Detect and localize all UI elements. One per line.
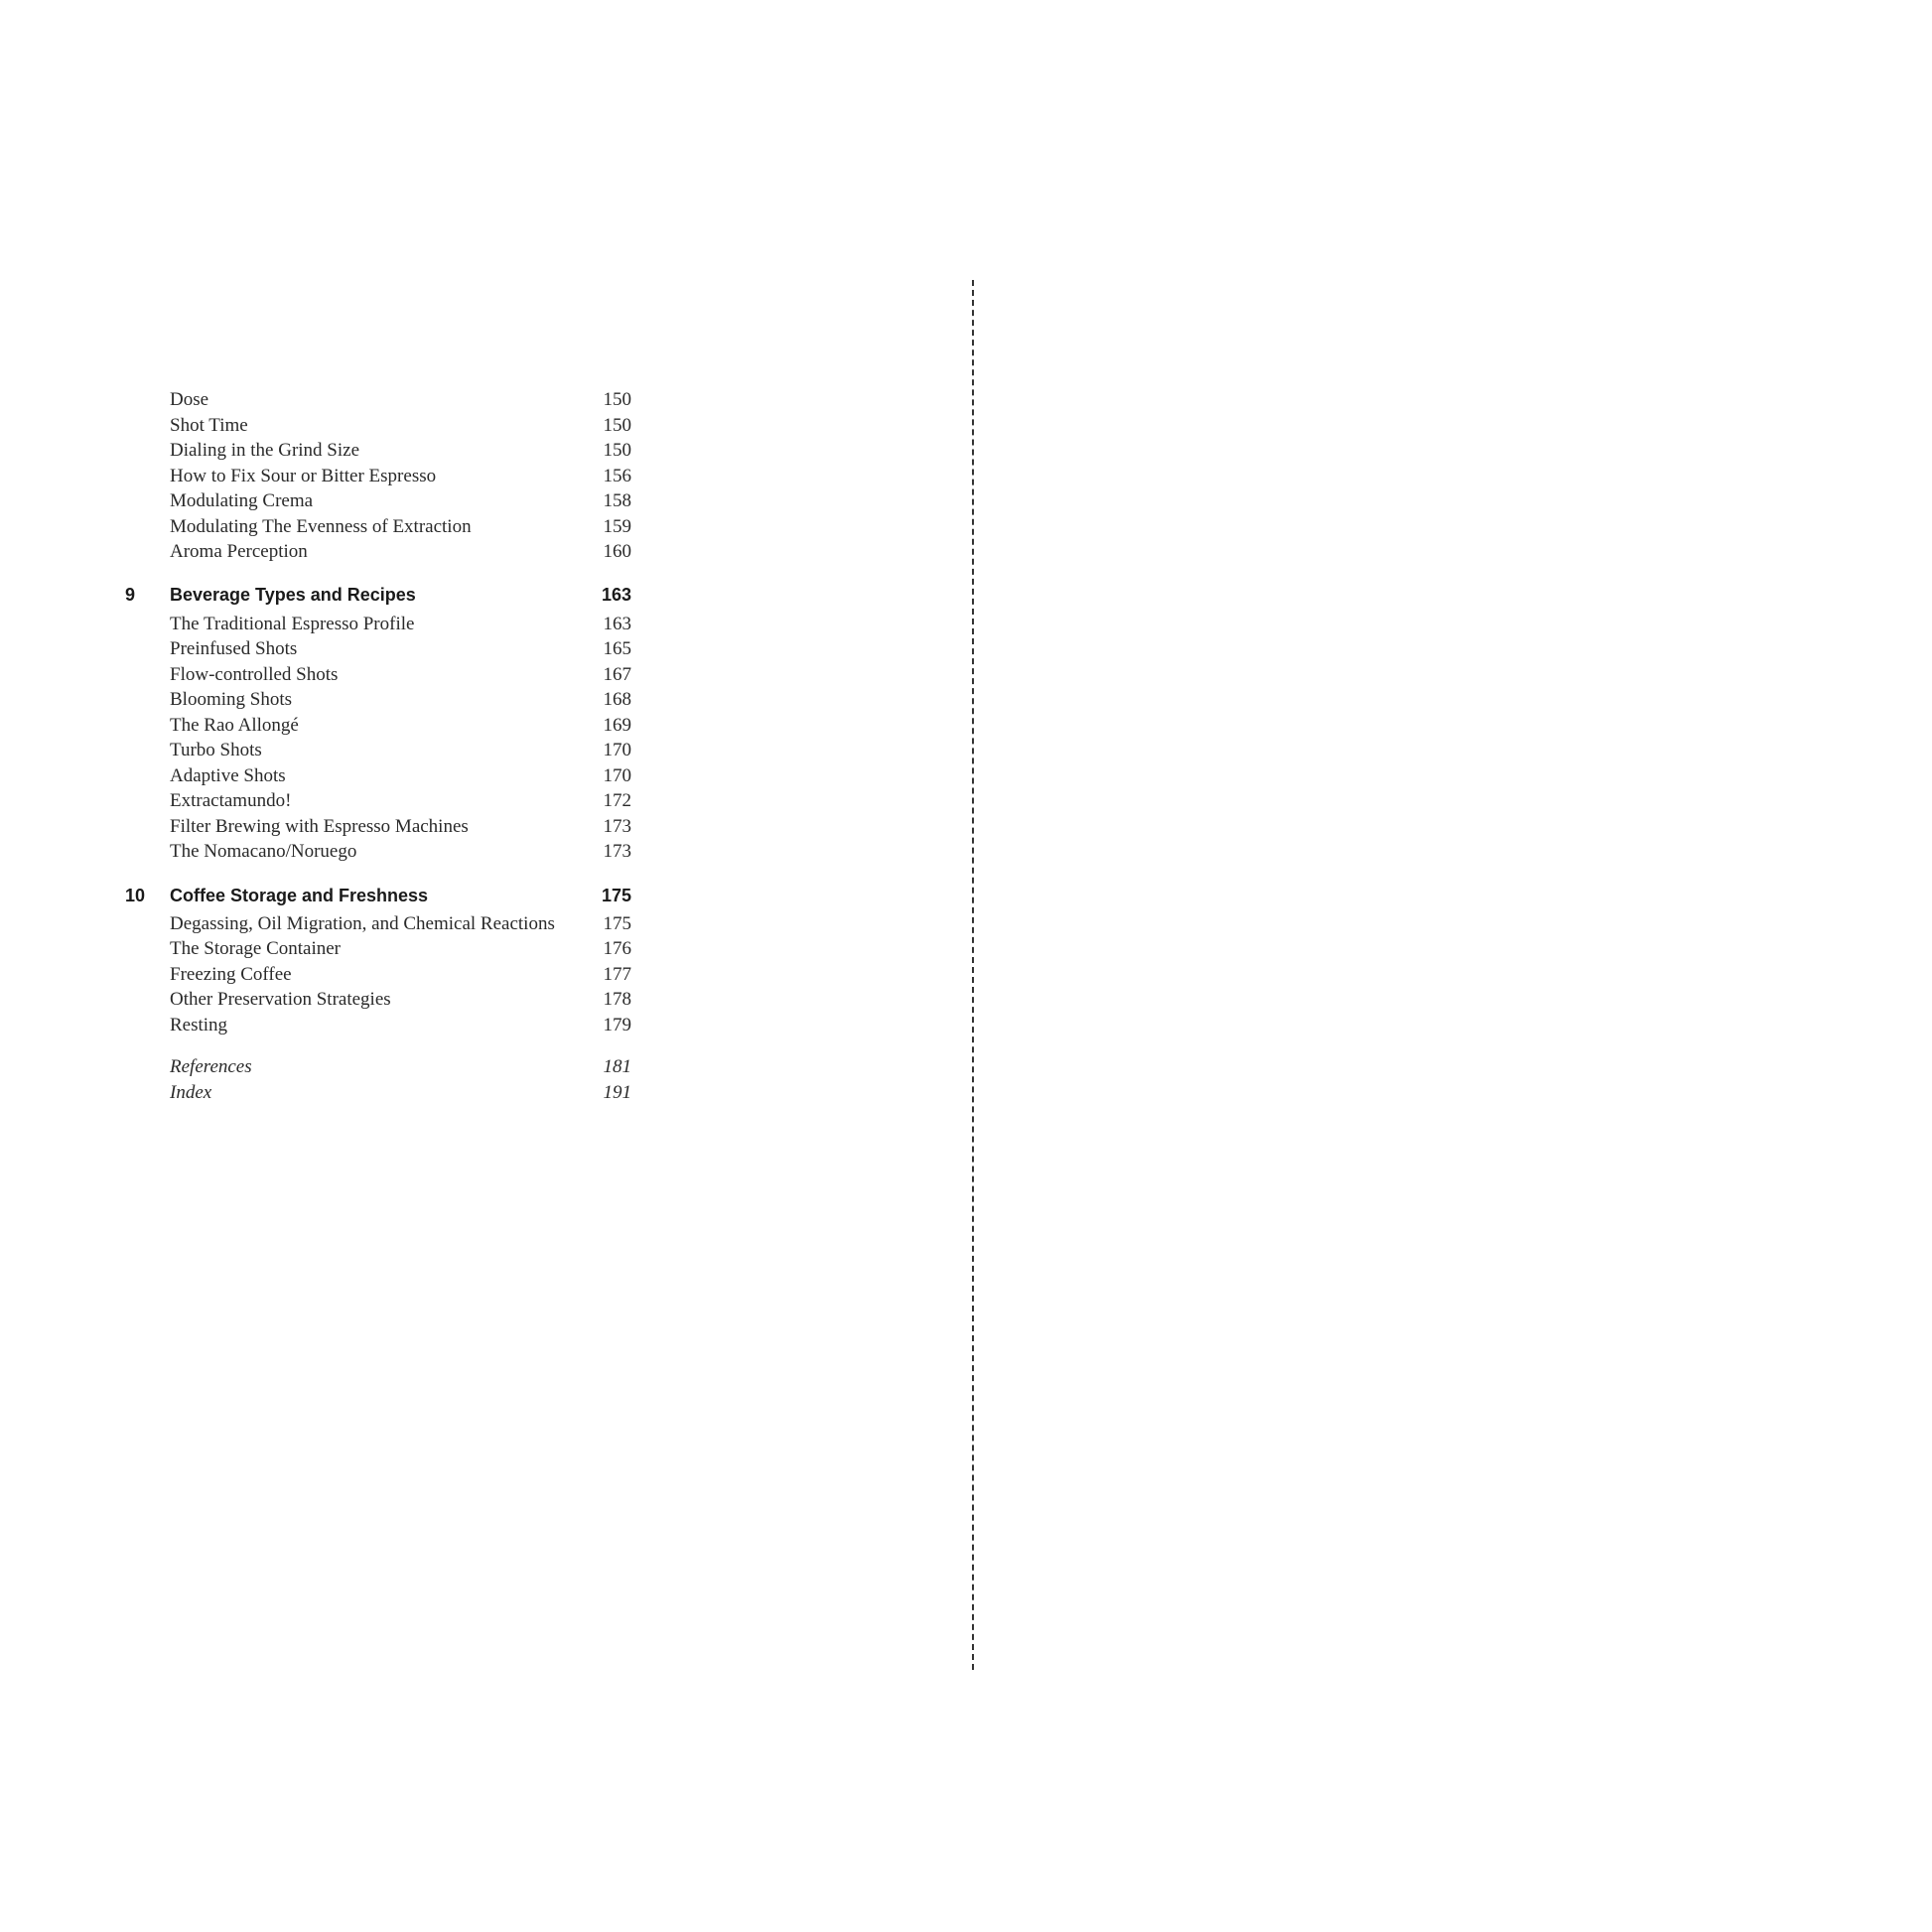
toc-entry-page: 150	[603, 440, 631, 461]
toc-entry	[170, 987, 631, 1013]
table-of-contents	[0, 0, 894, 1932]
toc-entry-page: 181	[603, 1056, 631, 1077]
toc-entry-title: Preinfused Shots	[170, 638, 298, 659]
toc-entry-title: The Storage Container	[170, 938, 342, 959]
toc-entry	[170, 488, 631, 514]
toc-entry-page: 150	[603, 415, 631, 436]
toc-entry-page: 169	[603, 715, 631, 736]
toc-entry-title: Modulating The Evenness of Extraction	[170, 516, 472, 537]
toc-chapter-heading	[125, 581, 631, 609]
toc-entry-title: Freezing Coffee	[170, 964, 292, 985]
toc-entry-title: Turbo Shots	[170, 740, 262, 760]
toc-entry-title: The Traditional Espresso Profile	[170, 614, 415, 634]
toc-entry	[170, 612, 631, 637]
toc-entry-page: 168	[603, 689, 631, 710]
toc-chapter-heading	[125, 882, 631, 909]
toc-entry-title: Filter Brewing with Espresso Machines	[170, 816, 469, 837]
toc-entry	[170, 814, 631, 840]
toc-entry-title: References	[170, 1056, 252, 1077]
toc-entry-page: 177	[603, 964, 631, 985]
toc-entry	[170, 763, 631, 789]
toc-back-matter-entry	[170, 1080, 631, 1106]
toc-entry-page: 179	[603, 1015, 631, 1035]
toc-entry-page: 173	[603, 841, 631, 862]
toc-entry-page: 170	[603, 765, 631, 786]
toc-entry-page: 191	[603, 1082, 631, 1103]
toc-entry	[170, 539, 631, 565]
toc-entry	[170, 636, 631, 662]
chapter-page: 175	[601, 886, 631, 905]
chapter-number: 10	[125, 886, 146, 905]
toc-entry	[170, 911, 631, 937]
chapter-number: 9	[125, 585, 136, 605]
toc-entry-title: Degassing, Oil Migration, and Chemical Reactions	[170, 913, 555, 934]
toc-entry-page: 159	[603, 516, 631, 537]
toc-entry-page: 175	[603, 913, 631, 934]
toc-entry-title: The Nomacano/Noruego	[170, 841, 357, 862]
toc-entry-page: 156	[603, 466, 631, 486]
toc-entry	[170, 1013, 631, 1038]
toc-entry	[170, 936, 631, 962]
chapter-title: Coffee Storage and Freshness	[170, 886, 429, 905]
toc-entry-title: Aroma Perception	[170, 541, 308, 562]
toc-entry	[170, 438, 631, 464]
toc-entry-page: 170	[603, 740, 631, 760]
toc-entry	[170, 687, 631, 713]
page-divider-dashed-line	[972, 280, 974, 1670]
toc-entry-page: 150	[603, 389, 631, 410]
toc-entry	[170, 962, 631, 988]
chapter-page: 163	[601, 585, 631, 605]
toc-back-matter-entry	[170, 1054, 631, 1080]
toc-entry-title: Modulating Crema	[170, 490, 314, 511]
toc-entry-title: Resting	[170, 1015, 228, 1035]
toc-entry	[170, 738, 631, 763]
toc-entry-title: Blooming Shots	[170, 689, 292, 710]
toc-entry	[170, 662, 631, 688]
toc-entry-title: Flow-controlled Shots	[170, 664, 339, 685]
toc-entry-page: 163	[603, 614, 631, 634]
toc-entry-page: 160	[603, 541, 631, 562]
toc-entry-title: How to Fix Sour or Bitter Espresso	[170, 466, 437, 486]
chapter-title: Beverage Types and Recipes	[170, 585, 416, 605]
toc-entry-page: 167	[603, 664, 631, 685]
toc-entry	[170, 839, 631, 865]
toc-entry-title: Index	[170, 1082, 212, 1103]
toc-entry-page: 165	[603, 638, 631, 659]
toc-entry	[170, 713, 631, 739]
toc-entry	[170, 464, 631, 489]
toc-entry-page: 173	[603, 816, 631, 837]
toc-entry-page: 158	[603, 490, 631, 511]
toc-entry-title: Shot Time	[170, 415, 248, 436]
toc-entry-page: 172	[603, 790, 631, 811]
toc-entry-title: The Rao Allongé	[170, 715, 299, 736]
toc-entry-title: Other Preservation Strategies	[170, 989, 391, 1010]
toc-entry-title: Extractamundo!	[170, 790, 292, 811]
toc-entry-title: Dialing in the Grind Size	[170, 440, 360, 461]
toc-entry	[170, 514, 631, 540]
toc-entry-title: Adaptive Shots	[170, 765, 286, 786]
toc-entry	[170, 788, 631, 814]
toc-entry	[170, 413, 631, 439]
toc-entry-page: 178	[603, 989, 631, 1010]
toc-entry-page: 176	[603, 938, 631, 959]
toc-entry-title: Dose	[170, 389, 209, 410]
toc-entry	[170, 387, 631, 413]
